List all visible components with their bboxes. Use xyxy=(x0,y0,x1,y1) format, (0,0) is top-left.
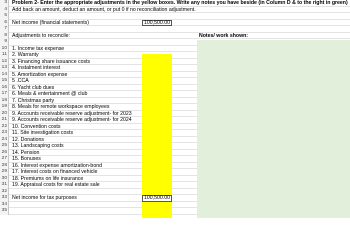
adjustment-item: 2. Warranty xyxy=(12,52,39,58)
row-number[interactable]: 7 xyxy=(0,26,9,33)
row-number[interactable]: 3 xyxy=(0,0,9,7)
row-number[interactable]: 35 xyxy=(1,208,7,213)
row-number[interactable]: 17 xyxy=(1,91,7,96)
row-number[interactable]: 24 xyxy=(1,136,7,142)
adjustment-item: 6. Meals & entertainment @ club xyxy=(12,91,88,97)
instruction-text: Add back an amount, deduct an amount, or put 0 if no reconciliation adjustment. xyxy=(12,6,196,13)
notes-area[interactable] xyxy=(197,40,350,218)
row-number[interactable]: 15 xyxy=(1,78,7,83)
row-number[interactable]: 4 xyxy=(0,7,9,14)
row-number[interactable]: 22 xyxy=(1,123,7,129)
adjustment-item: 10. Convention costs xyxy=(12,123,61,130)
adjustment-item: 5. Amortization expense xyxy=(12,71,68,78)
adjustments-input-column[interactable] xyxy=(142,54,172,218)
row-number[interactable]: 33 xyxy=(1,195,7,200)
row-number[interactable]: 11 xyxy=(0,52,9,59)
notes-label: Notes/ work shown: xyxy=(199,33,248,39)
adjustment-item: 9. Accounts receivable reserve adjustment- for 2024 xyxy=(12,117,132,123)
row-number[interactable]: 14 xyxy=(1,71,7,77)
row-number[interactable]: 29 xyxy=(1,169,7,174)
adjustment-item: 8. Meals for remote workspace employees xyxy=(12,104,110,110)
adjustment-item: 5 .CCA xyxy=(12,78,29,84)
row-number[interactable]: 31 xyxy=(1,182,7,187)
row-number[interactable]: 30 xyxy=(1,175,7,181)
adjustment-item: 9. Accounts receivable reserve adjustment- for 2023 xyxy=(12,110,132,117)
row-number[interactable]: 26 xyxy=(1,149,7,155)
row-number[interactable]: 19 xyxy=(1,104,7,109)
row-number[interactable]: 5 xyxy=(0,13,9,20)
row-number[interactable]: 34 xyxy=(1,201,7,207)
row-number[interactable]: 16 xyxy=(1,84,7,90)
row-number[interactable]: 13 xyxy=(1,65,7,70)
row-number[interactable]: 18 xyxy=(1,97,7,103)
adjustment-item: 1. Income tax expense xyxy=(12,45,65,52)
adjustment-item: 11. Site investigation costs xyxy=(12,130,74,136)
adjustment-item: 6. Yacht club dues xyxy=(12,84,55,91)
net-income-value[interactable]: 100,500.00 xyxy=(142,20,172,27)
row-number[interactable]: 28 xyxy=(1,162,7,168)
adjustment-item: 17. Interest costs on financed vehicle xyxy=(12,169,98,175)
adjustment-item: 4. Instalment interest xyxy=(12,65,61,71)
row-number[interactable]: 20 xyxy=(1,110,7,116)
row-number[interactable]: 8 xyxy=(0,33,9,40)
row-number[interactable]: 21 xyxy=(1,117,7,122)
row-number[interactable]: 25 xyxy=(1,143,7,148)
adjustment-item: 18. Premiums on life insurance xyxy=(12,175,84,182)
adjustment-item: 19. Appraisal costs for real estate sale xyxy=(12,182,100,188)
adjustment-item: 15. Bonuses xyxy=(12,156,41,162)
row-number[interactable]: 10 xyxy=(1,45,7,51)
adjustment-item: 16. Interest expense amortization-bond xyxy=(12,162,102,169)
row-number[interactable]: 23 xyxy=(1,130,7,135)
adjustments-label: Adjustments to reconcile: xyxy=(12,32,70,39)
adjustment-item: 14. Pension xyxy=(12,149,40,156)
row-number[interactable]: 27 xyxy=(1,156,7,161)
row-number[interactable]: 32 xyxy=(1,188,7,194)
row-number[interactable]: 12 xyxy=(1,58,7,64)
adjustment-item: 3. Financing share issuance costs xyxy=(12,58,91,65)
row-number[interactable]: 6 xyxy=(0,20,9,27)
net-income-label: Net income (financial statements) xyxy=(12,19,89,26)
problem-title: Problem 2- Enter the appropriate adjustments in the yellow boxes. Write any notes you have beside (in Column D & to the right in green) xyxy=(12,0,348,6)
net-income-tax-label: Net income for tax purposes xyxy=(12,195,77,201)
row-number[interactable]: 9 xyxy=(0,39,9,46)
adjustment-item: 13. Landscaping costs xyxy=(12,143,64,149)
net-income-tax-value[interactable]: 100,500.00 xyxy=(142,195,172,202)
adjustment-item: 7. Christmas party xyxy=(12,97,55,104)
adjustment-item: 12. Donations xyxy=(12,136,45,143)
